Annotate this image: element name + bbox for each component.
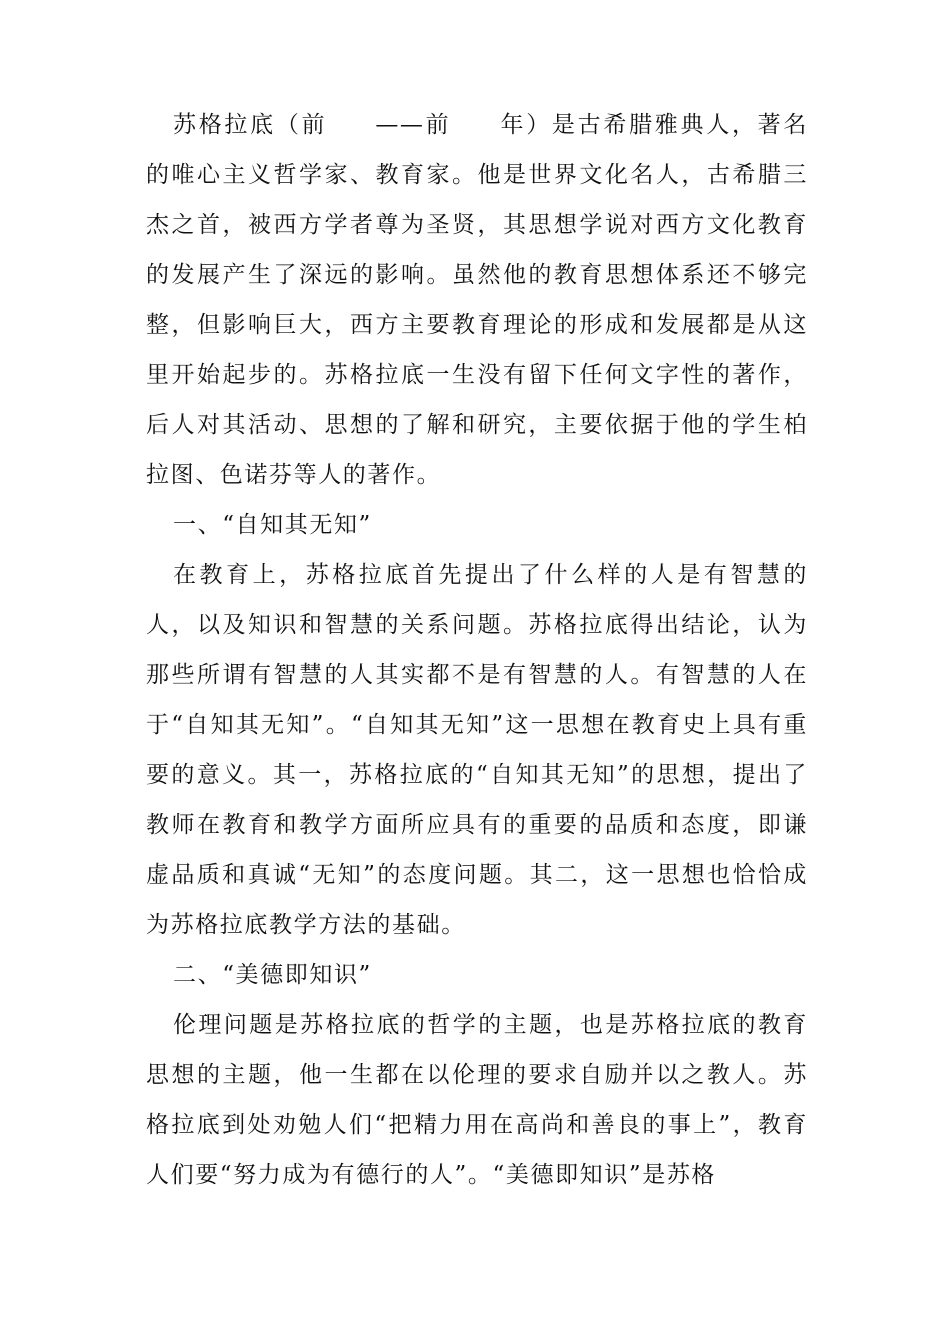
section1-heading: 一、“自知其无知” xyxy=(173,512,372,538)
section2-heading: 二、“美德即知识” xyxy=(173,962,372,988)
intro-part3: 年）是古希腊雅典人，著名的唯心主义哲学家、教育家。他是世界文化名人，古希腊三杰之首，被西方学者尊为圣贤，其思想学说对西方文化教育的发展产生了深远的影响。虽然他的教育思想体系还不够完整，但影响巨大，西方主要教育理论的形成和发展都是从这里开始起步的。苏格拉底一生没有留下任何文字性的著作，后人对其活动、思想的了解和研究，主要依据于他的学生柏拉图、色诺芬等人的著作。 xyxy=(146,112,808,488)
intro-part2: ——前 xyxy=(375,112,452,138)
section1-paragraph: 在教育上，苏格拉底首先提出了什么样的人是有智慧的人，以及知识和智慧的关系问题。苏格拉底得出结论，认为那些所谓有智慧的人其实都不是有智慧的人。有智慧的人在于“自知其无知”。“自知其无知”这一思想在教育史上具有重要的意义。其一，苏格拉底的“自知其无知”的思想，提出了教师在教育和教学方面所应具有的重要的品质和态度，即谦虚品质和真诚“无知”的态度问题。其二，这一思想也恰恰成为苏格拉底教学方法的基础。 xyxy=(146,562,808,938)
section2-paragraph: 伦理问题是苏格拉底的哲学的主题，也是苏格拉底的教育思想的主题，他一生都在以伦理的要求自励并以之教人。苏格拉底到处劝勉人们“把精力用在高尚和善良的事上”，教育人们要“努力成为有德行的人”。“美德即知识”是苏格 xyxy=(146,1012,808,1188)
intro-part1: 苏格拉底（前 xyxy=(173,112,328,138)
document-page xyxy=(146,100,808,1200)
intro-paragraph xyxy=(146,100,808,500)
